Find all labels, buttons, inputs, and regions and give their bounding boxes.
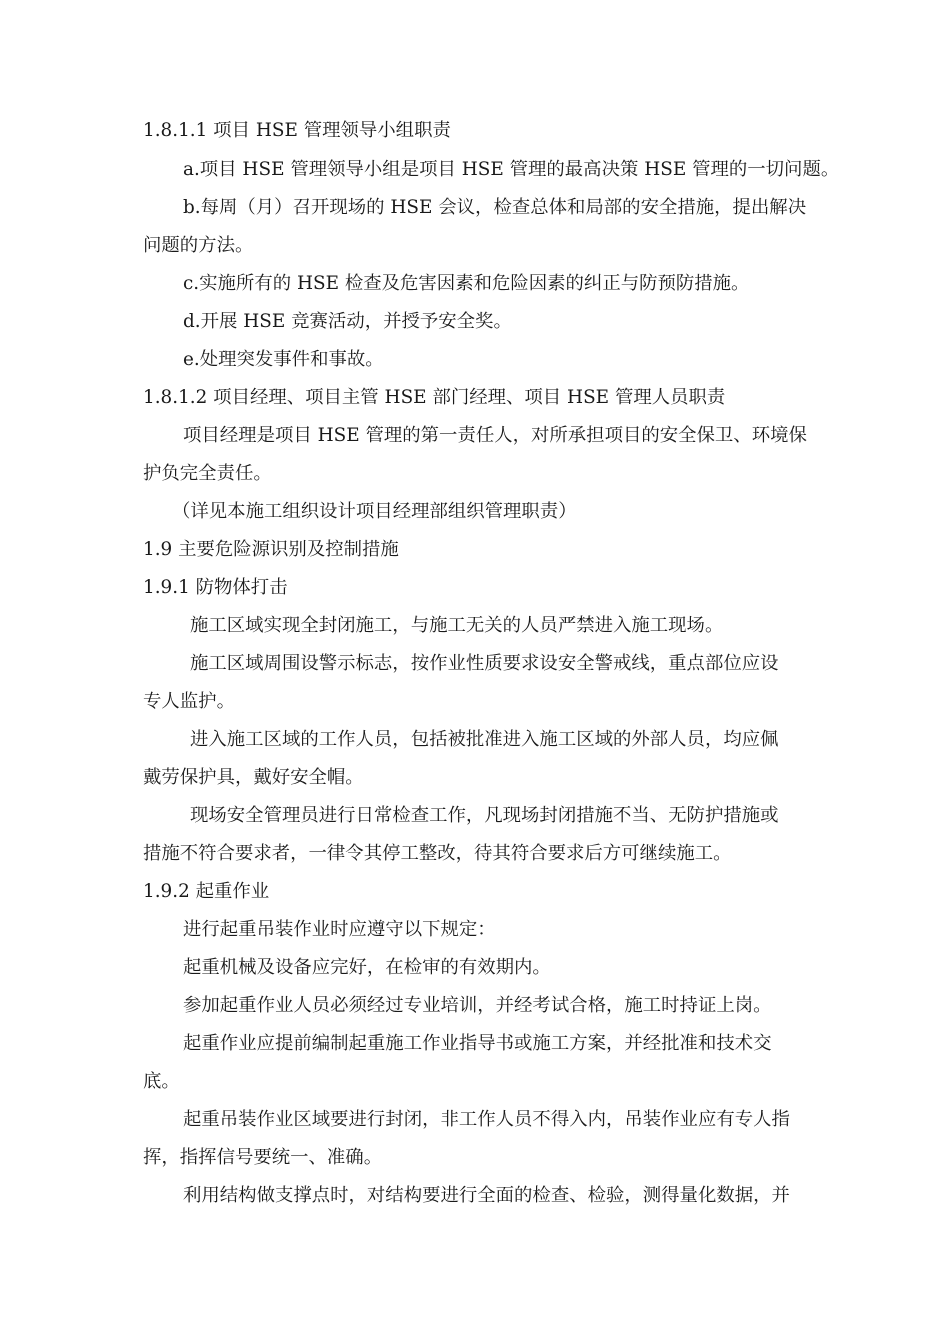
paragraph-lift-5-line-1: 起重吊装作业区域要进行封闭，非工作人员不得入内，吊装作业应有专人指: [183, 1109, 790, 1130]
paragraph-b-line-1: b.每周（月）召开现场的 HSE 会议，检查总体和局部的安全措施，提出解决: [183, 197, 807, 218]
paragraph-strike-4-line-2: 措施不符合要求者，一律令其停工整改，待其符合要求后方可继续施工。: [143, 843, 732, 864]
heading-1-8-1-1: 1.8.1.1 项目 HSE 管理领导小组职责: [143, 120, 451, 141]
paragraph-a: a.项目 HSE 管理领导小组是项目 HSE 管理的最高决策 HSE 管理的一切问题。: [183, 159, 840, 180]
paragraph-d: d.开展 HSE 竞赛活动，并授予安全奖。: [183, 311, 512, 332]
paragraph-strike-2-line-1: 施工区域周围设警示标志，按作业性质要求设安全警戒线，重点部位应设: [190, 653, 779, 674]
heading-1-9: 1.9 主要危险源识别及控制措施: [143, 539, 399, 560]
paragraph-lift-2: 起重机械及设备应完好，在检审的有效期内。: [183, 957, 551, 978]
paragraph-lift-1: 进行起重吊装作业时应遵守以下规定：: [183, 919, 496, 940]
paragraph-strike-3-line-2: 戴劳保护具，戴好安全帽。: [143, 767, 364, 788]
paragraph-pm-line-1: 项目经理是项目 HSE 管理的第一责任人，对所承担项目的安全保卫、环境保: [183, 425, 807, 446]
paragraph-lift-4-line-2: 底。: [143, 1071, 180, 1092]
paragraph-pm-note: （详见本施工组织设计项目经理部组织管理职责）: [172, 501, 577, 522]
paragraph-e: e.处理突发事件和事故。: [183, 349, 384, 370]
paragraph-strike-1: 施工区域实现全封闭施工，与施工无关的人员严禁进入施工现场。: [190, 615, 724, 636]
heading-1-9-1: 1.9.1 防物体打击: [143, 577, 288, 598]
paragraph-lift-4-line-1: 起重作业应提前编制起重施工作业指导书或施工方案，并经批准和技术交: [183, 1033, 772, 1054]
paragraph-strike-4-line-1: 现场安全管理员进行日常检查工作，凡现场封闭措施不当、无防护措施或: [190, 805, 779, 826]
paragraph-c: c.实施所有的 HSE 检查及危害因素和危险因素的纠正与防预防措施。: [183, 273, 750, 294]
paragraph-lift-6-line-1: 利用结构做支撑点时，对结构要进行全面的检查、检验，测得量化数据，并: [183, 1185, 790, 1206]
heading-1-8-1-2: 1.8.1.2 项目经理、项目主管 HSE 部门经理、项目 HSE 管理人员职责: [143, 387, 726, 408]
paragraph-lift-3: 参加起重作业人员必须经过专业培训，并经考试合格，施工时持证上岗。: [183, 995, 772, 1016]
paragraph-pm-line-2: 护负完全责任。: [143, 463, 272, 484]
heading-1-9-2: 1.9.2 起重作业: [143, 881, 270, 902]
paragraph-lift-5-line-2: 挥，指挥信号要统一、准确。: [143, 1147, 383, 1168]
paragraph-b-line-2: 问题的方法。: [143, 235, 254, 256]
paragraph-strike-2-line-2: 专人监护。: [143, 691, 235, 712]
paragraph-strike-3-line-1: 进入施工区域的工作人员，包括被批准进入施工区域的外部人员，均应佩: [190, 729, 779, 750]
